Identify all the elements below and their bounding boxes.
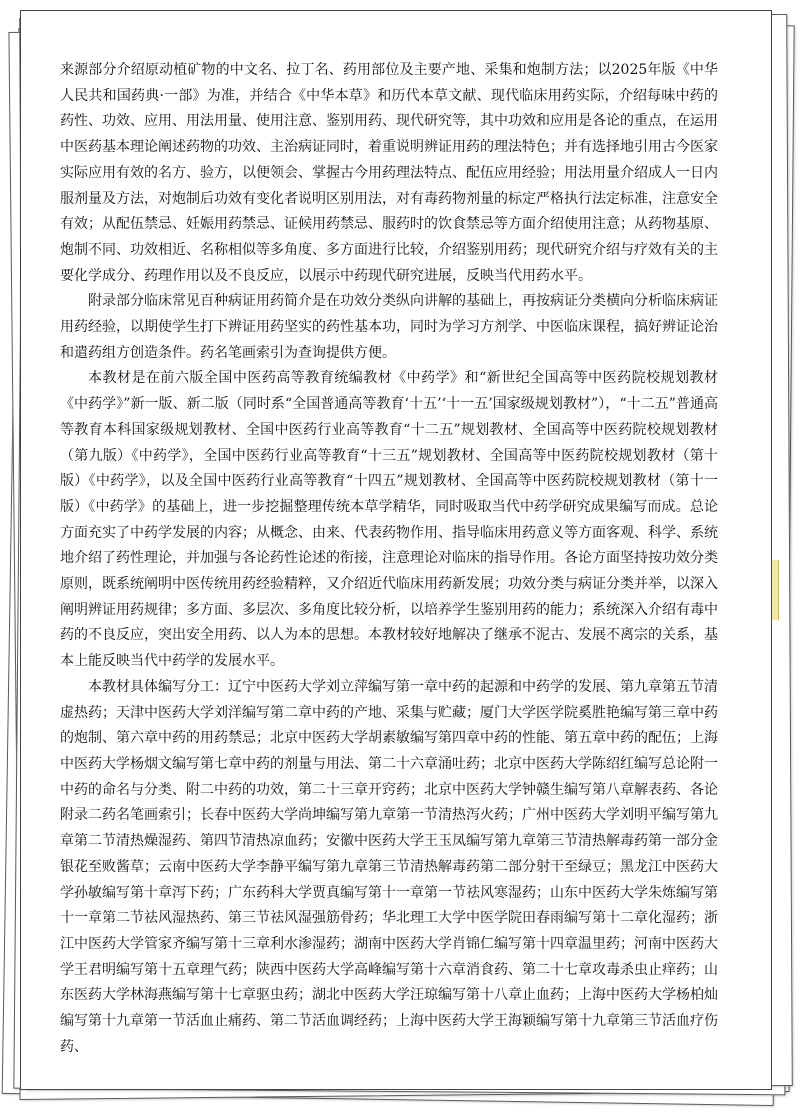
paragraph-source-continued: 来源部分介绍原动植矿物的中文名、拉丁名、药用部位及主要产地、采集和炮制方法；以2025年版《中华人民共和国药典·一部》为准，并结合《中华本草》和历代本草文献、现代临床用药实际，介绍每味中药的药性、功效、应用、用法用量、使用注意、鉴别用药、现代研究等，其中功效和应用是各论的重点，在运用中医药基本理论阐述药物的功效、主治病证同时，着重说明辨证用药的理法特色；并有选择地引用古今医家实际应用有效的名方、验方，以便领会、掌握古今用药理法特点、配伍应用经验；用法用量介绍成人一日内服剂量及方法，对炮制后功效有变化者说明区别用法，对有毒药物剂量的标定严格执行法定标准，注意安全有效；从配伍禁忌、妊娠用药禁忌、证候用药禁忌、服药时的饮食禁忌等方面介绍使用注意；从药物基原、炮制不同、功效相近、名称相似等多角度、多方面进行比较，介绍鉴别用药；现代研究介绍与疗效有关的主要化学成分、药理作用以及不良反应，以展示中药现代研究进展，反映当代用药水平。 xyxy=(60,62,718,284)
paragraph-author-assignments: 本教材具体编写分工：辽宁中医药大学刘立萍编写第一章中药的起源和中药学的发展、第九章第五节清虚热药；天津中医药大学刘洋编写第二章中药的产地、采集与贮藏；厦门大学医学院奚胜艳编写第三章中药的炮制、第六章中药的用药禁忌；北京中医药大学胡素敏编写第四章中药的性能、第五章中药的配伍；上海中医药大学杨烟文编写第七章中药的剂量与用法、第二十六章涌吐药；北京中医药大学陈绍红编写总论附一中药的命名与分类、附二中药的功效，第二十三章开窍药；北京中医药大学钟赣生编写第八章解表药、各论附录二药名笔画索引；长春中医药大学尚坤编写第九章第一节清热泻火药；广州中医药大学刘明平编写第九章第二节清热燥湿药、第四节清热凉血药；安徽中医药大学王玉凤编写第九章第三节清热解毒药第一部分金银花至败酱草；云南中医药大学李静平编写第九章第三节清热解毒药第二部分射干至绿豆；黑龙江中医药大学孙敏编写第十章泻下药；广东药科大学贾真编写第十一章第一节祛风寒湿药；山东中医药大学朱炼编写第十一章第二节祛风湿热药、第三节祛风湿强筋骨药；华北理工大学中医学院田春雨编写第十二章化湿药；浙江中医药大学管家齐编写第十三章利水渗湿药；湖南中医药大学肖锦仁编写第十四章温里药；河南中医药大学王君明编写第十五章理气药；陕西中医药大学高峰编写第十六章消食药、第二十七章攻毒杀虫止痒药；山东医药大学林海燕编写第十七章驱虫药；湖北中医药大学汪琼编写第十八章止血药；上海中医药大学杨柏灿编写第十九章第一节活血止痛药、第二节活血调经药；上海中医药大学王海颖编写第十九章第三节活血疗伤药、 xyxy=(60,678,718,1055)
paragraph-edition-history: 本教材是在前六版全国中医药高等教育统编教材《中药学》和“新世纪全国高等中医药院校规划教材《中药学》”新一版、新二版（同时系“全国普通高等教育‘十五’‘十一五’国家级规划教材”），“十二五”普通高等教育本科国家级规划教材、全国中医药行业高等教育“十二五”规划教材、全国高等中医药院校规划教材（第九版）《中药学》，全国中医药行业高等教育“十三五”规划教材、全国高等中医药院校规划教材（第十版）《中药学》，以及全国中医药行业高等教育“十四五”规划教材、全国高等中医药院校规划教材（第十一版）《中药学》的基础上，进一步挖掘整理传统本草学精华，同时吸取当代中药学研究成果编写而成。总论方面充实了中药学发展的内容；从概念、由来、代表药物作用、指导临床用药意义等方面客观、科学、系统地介绍了药性理论，并加强与各论药性论述的衔接，注意理论对临床的指导作用。各论方面坚持按功效分类原则，既系统阐明中医传统用药经验精粹，又介绍近代临床用药新发展；功效分类与病证分类并举，以深入阐明辨证用药规律；多方面、多层次、多角度比较分析，以培养学生鉴别用药的能力；系统深入介绍有毒中药的不良反应，突出安全用药、以人为本的思想。本教材较好地解决了继承不泥古、发展不离宗的关系，基本上能反映当代中药学的发展水平。 xyxy=(60,370,718,670)
page-body xyxy=(60,58,718,1060)
paragraph-appendix: 附录部分临床常见百种病证用药简介是在功效分类纵向讲解的基础上，再按病证分类横向分析临床病证用药经验，以期使学生打下辨证用药坚实的药性基本功，同时为学习方剂学、中医临床课程，搞好辨证论治和遣药组方创造条件。药名笔画索引为查询提供方便。 xyxy=(60,293,718,361)
